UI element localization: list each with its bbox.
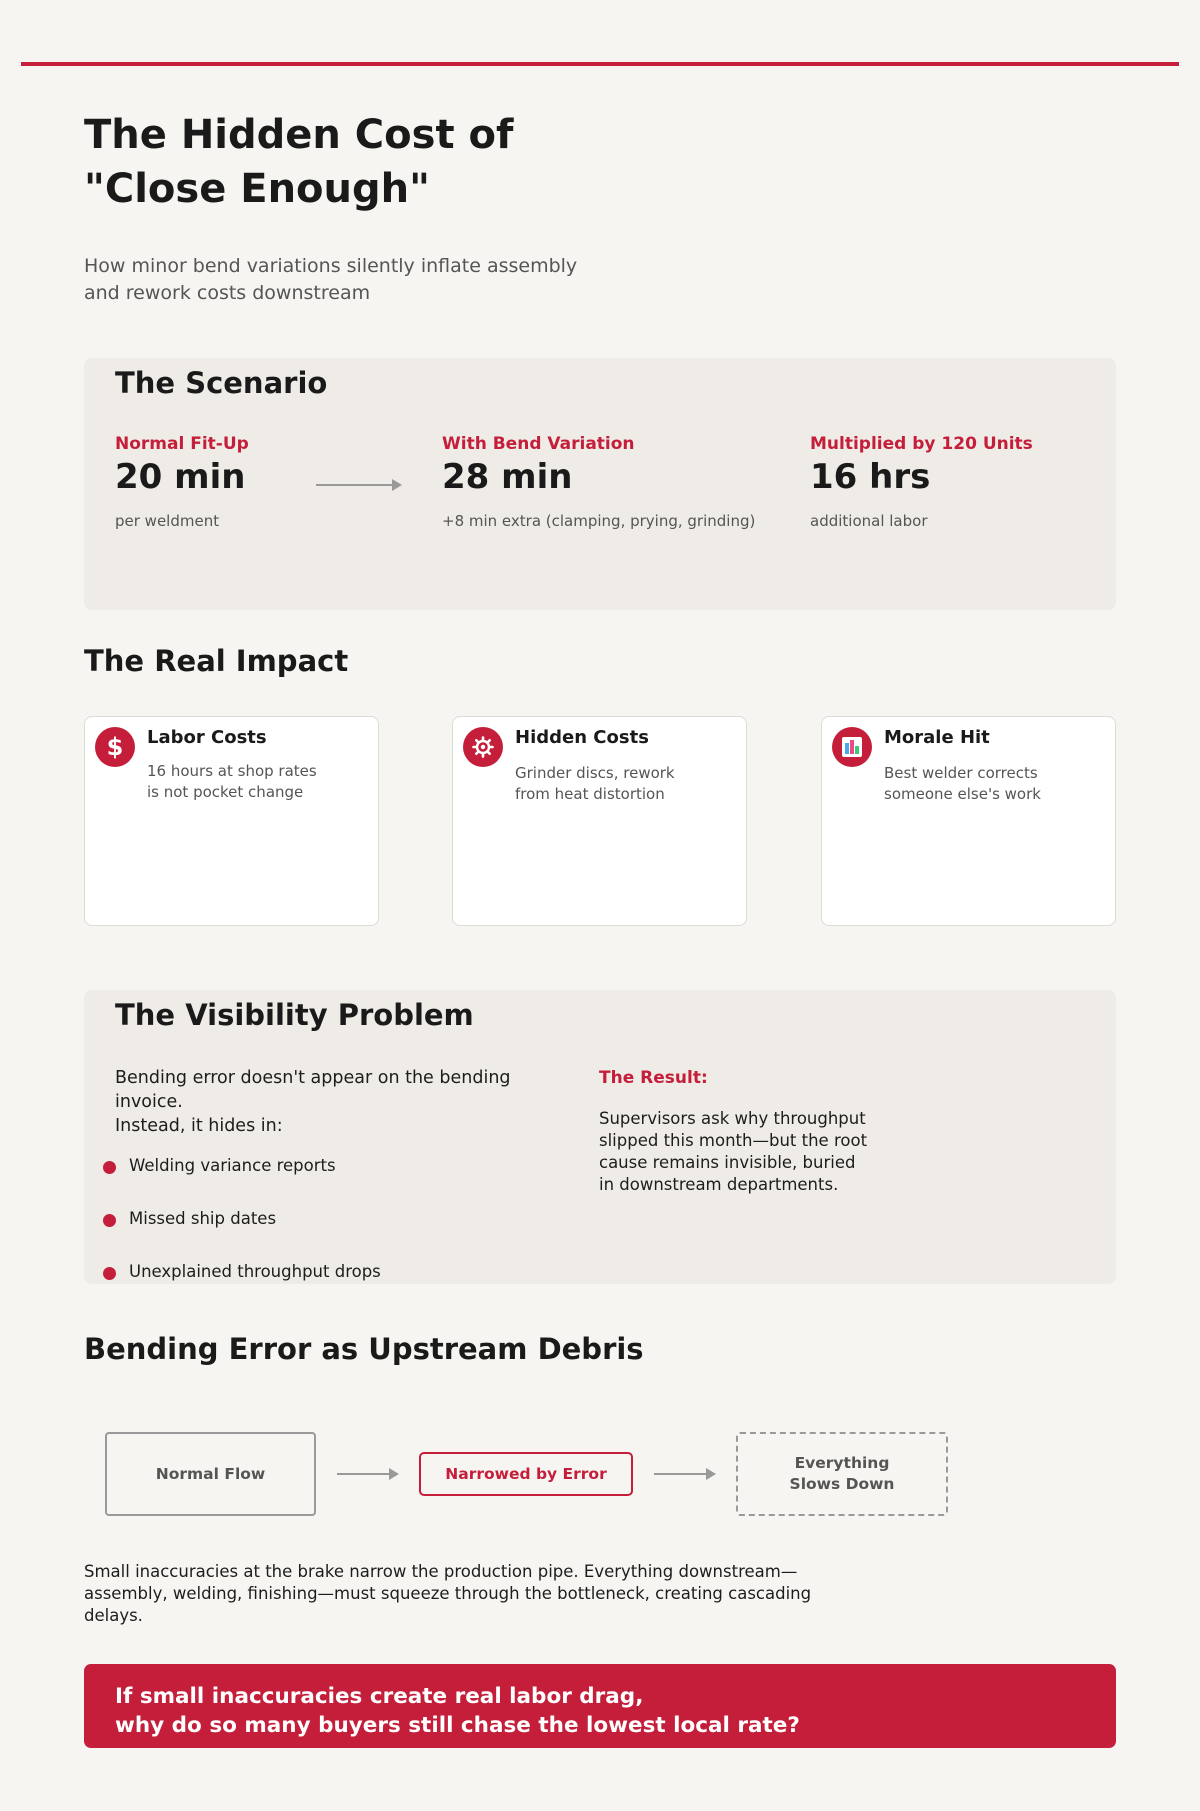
arrow-right-icon <box>316 484 400 486</box>
result-line-3: cause remains invisible, buried <box>599 1153 856 1172</box>
flow-title: Bending Error as Upstream Debris <box>84 1332 644 1366</box>
flow-slowdown-line-1: Everything <box>794 1454 890 1472</box>
cta-text <box>115 1682 815 1740</box>
page-title-line-2: "Close Enough" <box>84 166 430 212</box>
page-title-line-1: The Hidden Cost of <box>84 112 514 158</box>
page-title <box>84 108 644 216</box>
visibility-panel <box>84 990 1116 1284</box>
subtitle-line-2: and rework costs downstream <box>84 282 371 304</box>
card-desc-line-2: from heat distortion <box>515 785 665 803</box>
visibility-intro-line-1: Bending error doesn't appear on the bending invoice. <box>115 1068 511 1112</box>
flow-narrowed-box <box>419 1452 633 1496</box>
cta-banner <box>84 1664 1116 1748</box>
card-morale-hit <box>821 716 1116 926</box>
list-item <box>129 1209 276 1228</box>
flow-normal-label: Normal Flow <box>155 1464 266 1483</box>
list-item <box>129 1156 336 1175</box>
arrow-right-icon <box>337 1473 397 1475</box>
card-desc-line-1: 16 hours at shop rates <box>147 762 317 780</box>
impact-title: The Real Impact <box>84 644 349 678</box>
flow-slowdown-box <box>736 1432 948 1516</box>
visibility-title: The Visibility Problem <box>115 998 474 1032</box>
list-item-text: Missed ship dates <box>129 1209 277 1228</box>
stat-bend-variation <box>442 434 755 530</box>
list-item <box>129 1262 381 1281</box>
bar-chart-icon <box>832 727 872 767</box>
stat-note: per weldment <box>115 512 220 530</box>
stat-normal-fit-up <box>115 434 249 530</box>
list-item-text: Welding variance reports <box>129 1156 336 1175</box>
card-desc-line-2: someone else's work <box>884 785 1041 803</box>
dollar-icon: $ <box>95 727 135 767</box>
stat-label: Multiplied by 120 Units <box>810 434 1033 454</box>
card-title: Labor Costs <box>147 727 267 748</box>
stat-label: Normal Fit-Up <box>115 434 249 454</box>
flow-caption-line-1: Small inaccuracies at the brake narrow the production pipe. Everything downstream— <box>84 1562 798 1581</box>
flow-slowdown-line-2: Slows Down <box>789 1475 895 1493</box>
flow-normal-box <box>105 1432 316 1516</box>
stat-value: 16 hrs <box>810 457 931 497</box>
flow-slowdown-label <box>790 1453 895 1495</box>
top-accent-rule <box>21 62 1179 66</box>
card-title: Hidden Costs <box>515 727 649 748</box>
visibility-intro <box>115 1066 555 1138</box>
stat-note: additional labor <box>810 512 928 530</box>
card-desc-line-1: Grinder discs, rework <box>515 764 675 782</box>
card-desc-line-2: is not pocket change <box>147 783 304 801</box>
stat-value: 20 min <box>115 457 246 497</box>
result-text <box>599 1108 869 1196</box>
visibility-intro-line-2: Instead, it hides in: <box>115 1116 283 1136</box>
card-description <box>515 763 735 805</box>
result-line-4: in downstream departments. <box>599 1175 839 1194</box>
cta-line-1: If small inaccuracies create real labor drag, <box>115 1684 644 1709</box>
cta-line-2: why do so many buyers still chase the lowest local rate? <box>115 1713 800 1738</box>
stat-label: With Bend Variation <box>442 434 635 454</box>
gear-icon <box>463 727 503 767</box>
card-labor-costs <box>84 716 379 926</box>
card-description <box>884 763 1104 805</box>
flow-narrowed-label: Narrowed by Error <box>445 1464 607 1483</box>
arrow-right-icon <box>654 1473 714 1475</box>
list-item-text: Unexplained throughput drops <box>129 1262 381 1281</box>
scenario-title: The Scenario <box>115 366 328 400</box>
subtitle-line-1: How minor bend variations silently inflate assembly <box>84 255 578 277</box>
card-desc-line-1: Best welder corrects <box>884 764 1038 782</box>
result-label: The Result: <box>599 1068 708 1088</box>
page-subtitle <box>84 253 604 307</box>
bullet-dot-icon <box>103 1161 116 1174</box>
card-title: Morale Hit <box>884 727 990 748</box>
result-line-1: Supervisors ask why throughput <box>599 1109 866 1128</box>
stat-multiplied <box>810 434 1033 530</box>
stat-note: +8 min extra (clamping, prying, grinding) <box>442 512 756 530</box>
result-line-2: slipped this month—but the root <box>599 1131 868 1150</box>
stat-value: 28 min <box>442 457 573 497</box>
card-hidden-costs <box>452 716 747 926</box>
flow-caption <box>84 1561 844 1627</box>
bullet-dot-icon <box>103 1214 116 1227</box>
card-description <box>147 761 367 803</box>
flow-caption-line-2: assembly, welding, finishing—must squeeze through the bottleneck, creating cascading delays. <box>84 1584 812 1625</box>
bullet-dot-icon <box>103 1267 116 1280</box>
scenario-panel <box>84 358 1116 610</box>
